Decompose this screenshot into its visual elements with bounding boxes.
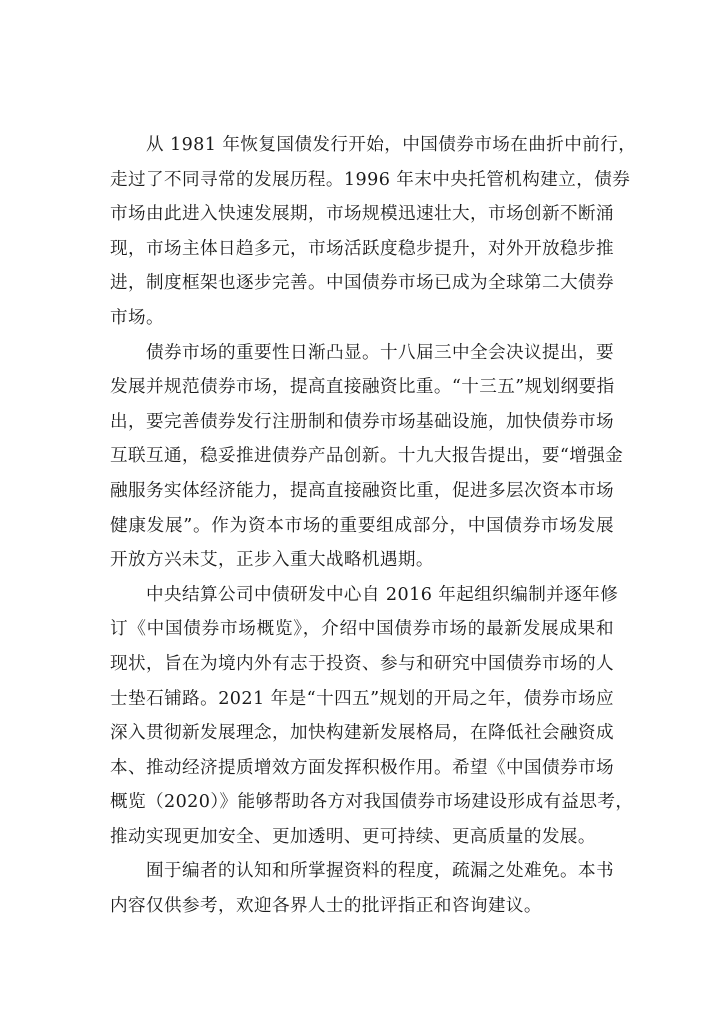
body-text xyxy=(110,128,637,924)
paragraph-line: 从 1981 年恢复国债发行开始，中国债券市场在曲折中前行， xyxy=(146,135,637,155)
paragraph-line: 市场由此进入快速发展期，市场规模迅速壮大，市场创新不断涌 xyxy=(110,204,614,225)
paragraph-line: 走过了不同寻常的发展历程。1996 年末中央托管机构建立，债券 xyxy=(110,169,631,190)
paragraph-line: 健康发展”。作为资本市场的重要组成部分，中国债券市场发展 xyxy=(110,515,614,536)
paragraph-line: 内容仅供参考，欢迎各界人士的批评指正和咨询建议。 xyxy=(110,896,542,917)
paragraph-line: 进，制度框架也逐步完善。中国债券市场已成为全球第二大债券 xyxy=(110,273,614,294)
paragraph-4 xyxy=(110,854,614,923)
paragraph-line: 推动实现更加安全、更加透明、更可持续、更高质量的发展。 xyxy=(110,826,596,847)
paragraph-line: 出，要完善债券发行注册制和债券市场基础设施，加快债券市场 xyxy=(110,411,614,432)
paragraph-line: 现状，旨在为境内外有志于投资、参与和研究中国债券市场的人 xyxy=(110,653,614,674)
paragraph-line: 本、推动经济提质增效方面发挥积极作用。希望《中国债券市场 xyxy=(110,757,614,778)
paragraph-line: 概览（2020）》能够帮助各方对我国债券市场建设形成有益思考， xyxy=(110,792,634,813)
paragraph-line: 市场。 xyxy=(110,307,164,328)
paragraph-line: 中央结算公司中债研发中心自 2016 年起组织编制并逐年修 xyxy=(146,584,619,605)
paragraph-line: 士垫石铺路。2021 年是“十四五”规划的开局之年，债券市场应 xyxy=(110,688,614,709)
paragraph-line: 囿于编者的认知和所掌握资料的程度，疏漏之处难免。本书 xyxy=(146,861,614,882)
paragraph-line: 深入贯彻新发展理念，加快构建新发展格局，在降低社会融资成 xyxy=(110,723,614,744)
paragraph-line: 互联互通，稳妥推进债券产品创新。十九大报告提出，要“增强金 xyxy=(110,446,624,467)
paragraph-line: 发展并规范债券市场，提高直接融资比重。“十三五”规划纲要指 xyxy=(110,377,615,398)
paragraph-line: 现，市场主体日趋多元，市场活跃度稳步提升，对外开放稳步推 xyxy=(110,238,614,259)
paragraph-3 xyxy=(110,578,634,855)
paragraph-line: 债券市场的重要性日渐凸显。十八届三中全会决议提出，要 xyxy=(146,342,614,363)
paragraph-line: 开放方兴未艾，正步入重大战略机遇期。 xyxy=(110,550,434,571)
paragraph-line: 融服务实体经济能力，提高直接融资比重，促进多层次资本市场 xyxy=(110,480,614,501)
paragraph-1 xyxy=(110,128,637,336)
paragraph-line: 订《中国债券市场概览》，介绍中国债券市场的最新发展成果和 xyxy=(110,619,614,640)
paragraph-2 xyxy=(110,336,624,578)
